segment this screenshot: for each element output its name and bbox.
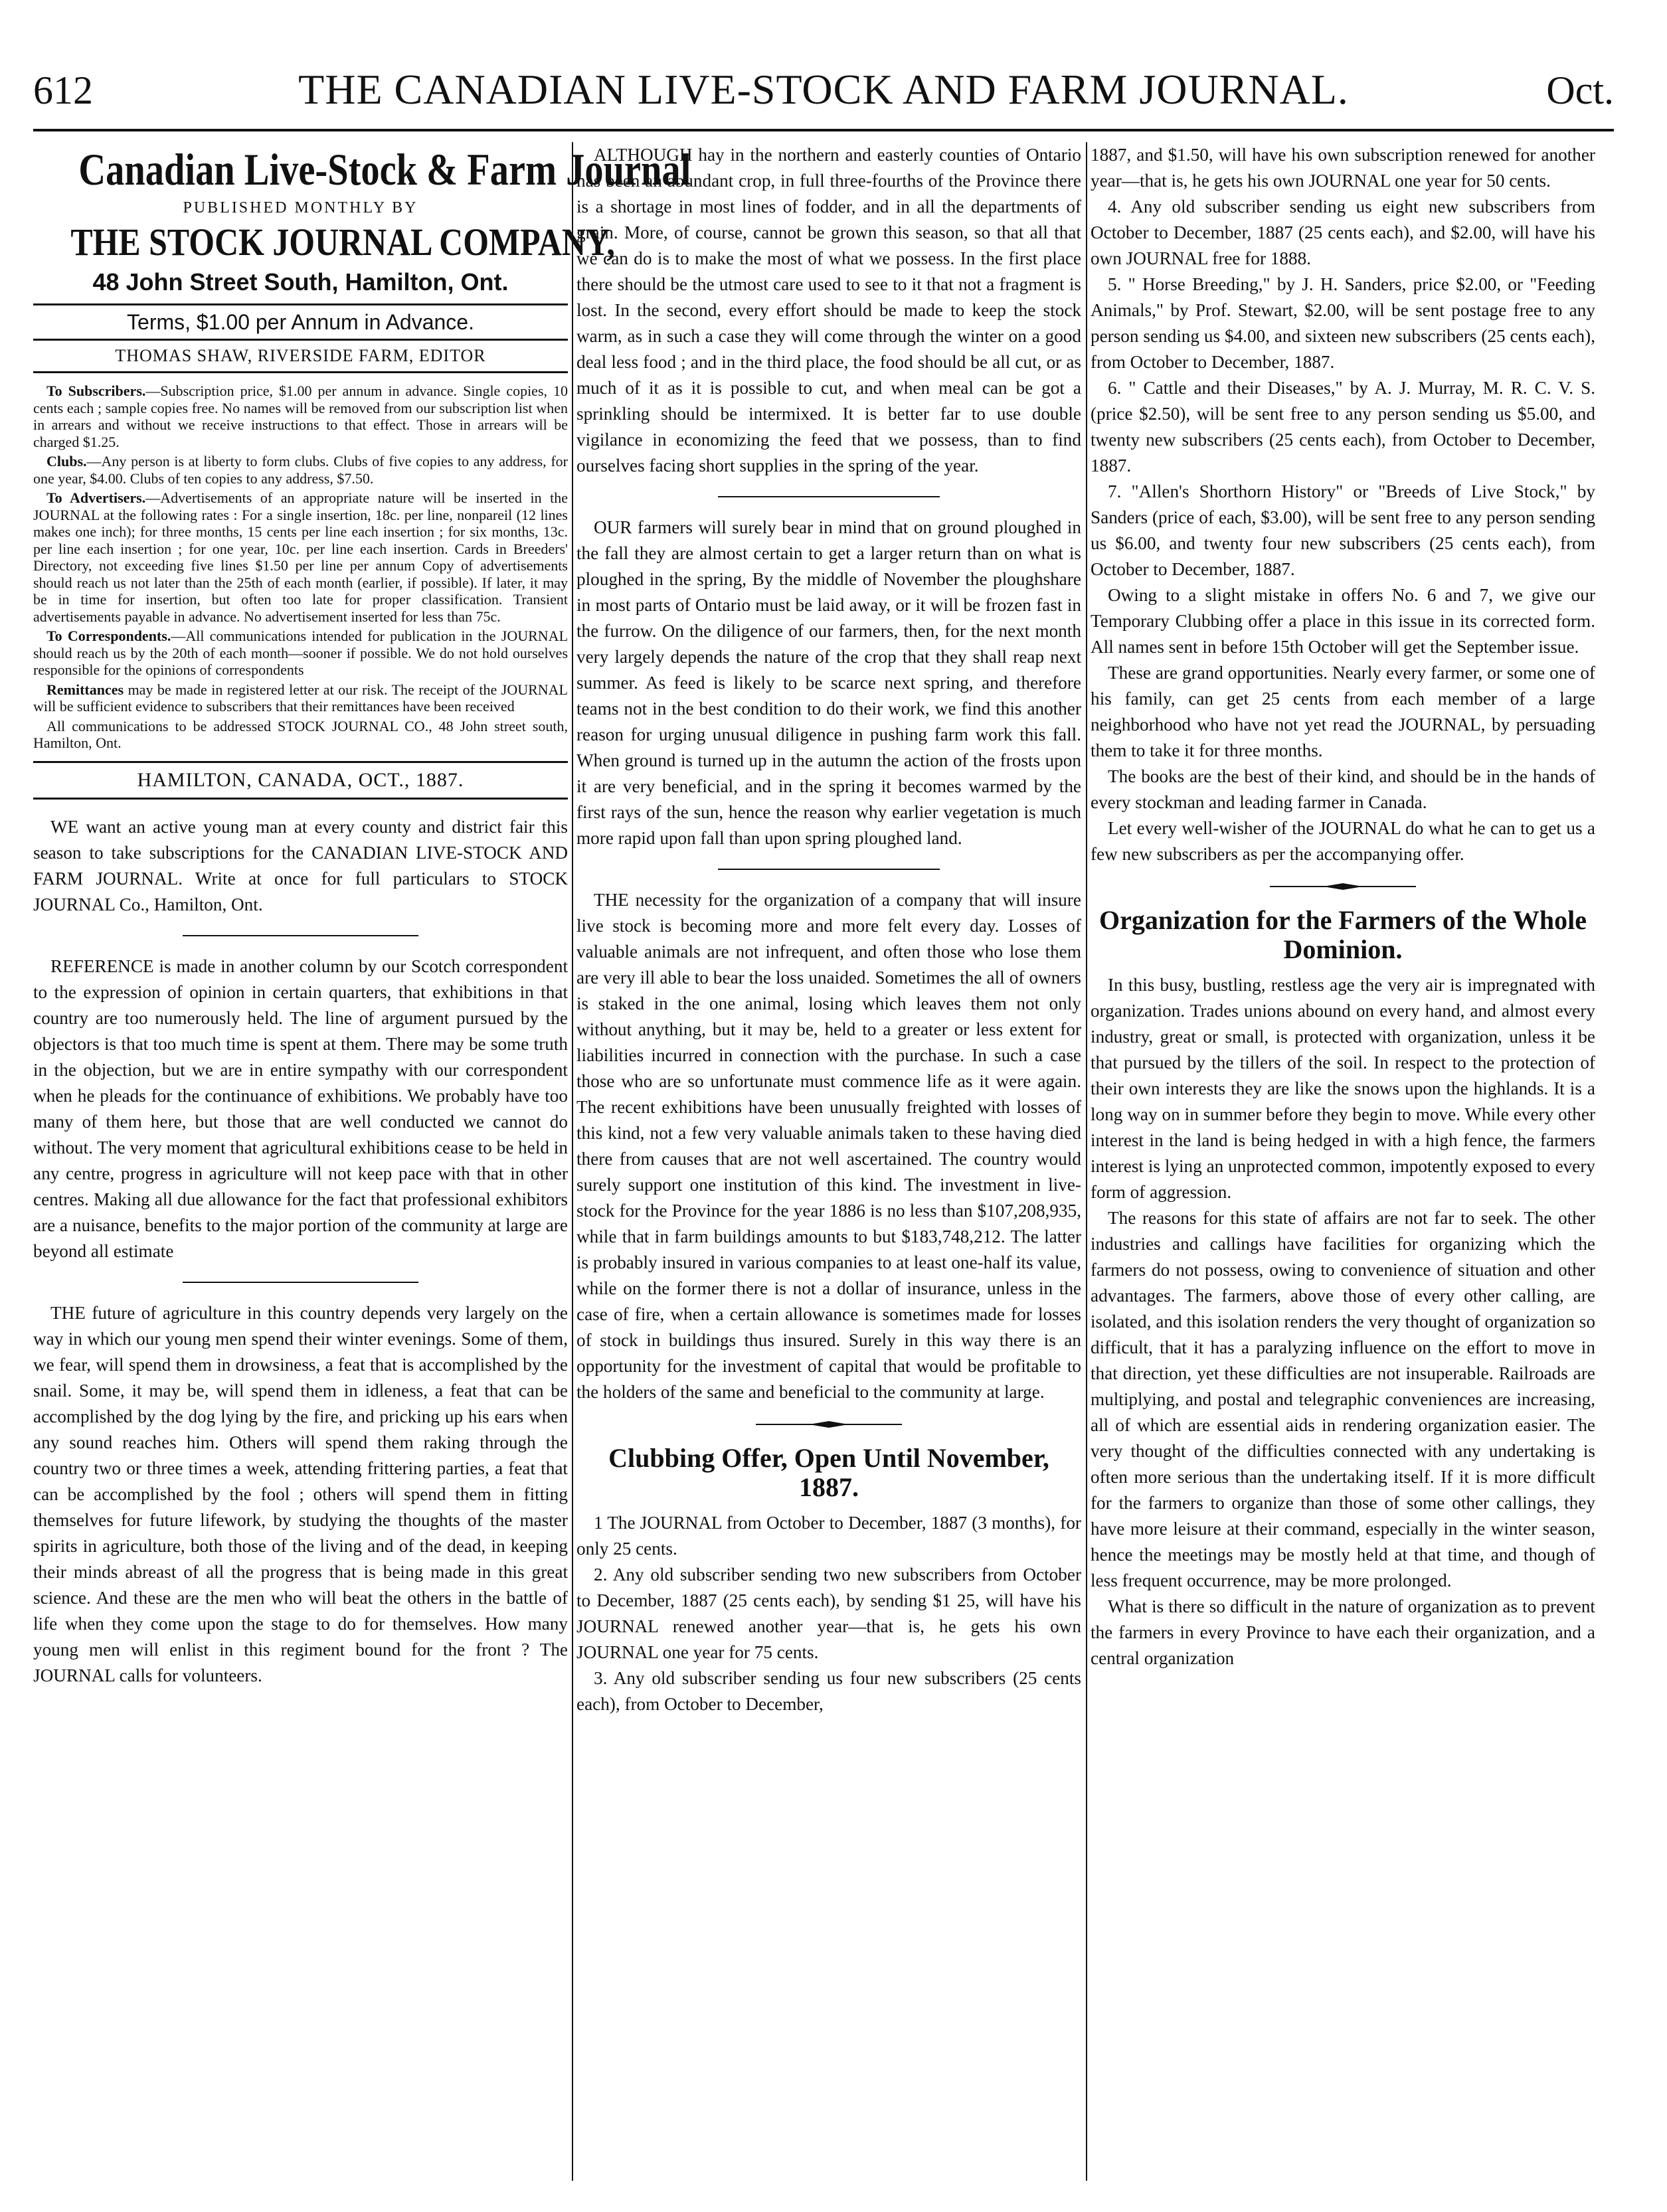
issue-month: Oct. (1546, 68, 1614, 112)
insurance-article: THE necessity for the organization of a company that will insure live stock is becoming more and more felt every day. Losses of valuable animals are not infrequent, and often those who lose them are very ill able to bear the loss unaided. Sometimes the all of owners is staked in the one animal, losing which leaves them not only without anything, but it may be, held to a greater or less extent for liabilities incurred in connection with the purchase. In such a case those who are so unfortunate must commence life as it were again. The recent exhibitions have been unusually freighted with losses of this kind, not a few very valuable animals taken to these having died there from causes that are not well ascertained. The country would surely support one institution of this kind. The investment in live-stock for the Province for the year 1886 is no less than $107,208,935, while that in farm buildings amounts to but $183,748,212. The latter is probably insured in various companies to at least one-half its value, while on the former there is not a dollar of insurance, unless in the case of fire, when a certain allowance is sometimes made for losses of stock in buildings thus insured. Surely in this way there is an opportunity for the investment of capital that would be profitable to the holders of the same and beneficial to the community at large. (576, 890, 1081, 1402)
separator (718, 869, 940, 870)
dateline: HAMILTON, CANADA, OCT., 1887. (137, 768, 464, 791)
opportunities-note: These are grand opportunities. Nearly every farmer, or some one of his family, can get 25 cents from each member of a large neighborhood who have not yet read the JOURNAL, by persuading them to take it for three months. (1091, 663, 1595, 760)
notice-remittances: Remittances may be made in registered letter at our risk. The receipt of the JOURNAL will be sufficient evidence to subscribers that their remittances have been received (33, 681, 568, 715)
clubbing-offer-5: 5. " Horse Breeding," by J. H. Sanders, price $2.00, or "Feeding Animals," by Prof. Stewart, $2.00, will be sent postage free to any person sending us $4.00, and sixteen new subscribers (25 cents each), from October to December, 1887. (1091, 274, 1595, 372)
wanted-notice: WE want an active young man at every county and district fair this season to take subscriptions for the CANADIAN LIVE-STOCK AND FARM JOURNAL. Write at once for full particulars to STOCK JOURNAL Co., Hamilton, Ont. (33, 816, 568, 914)
notice-clubs: Clubs.—Any person is at liberty to form clubs. Clubs of five copies to any address, for one year, $4.00. Clubs of ten copies to any address, $7.50. (33, 453, 568, 487)
notice-subscribers: To Subscribers.—Subscription price, $1.00 per annum in advance. Single copies, 10 cents each ; sample copies free. No names will be removed from our subscription list when in arrears and without we receive instructions to that effect. Those in arrears will be charged $1.25. (33, 383, 568, 450)
notice-address: All communications to be addressed STOCK JOURNAL CO., 48 John street south, Hamilton, Ont. (33, 717, 568, 751)
header-rule (33, 129, 1614, 131)
books-note: The books are the best of their kind, and should be in the hands of every stockman and leading farmer in Canada. (1091, 766, 1595, 812)
clubbing-offer-7: 7. "Allen's Shorthorn History" or "Breeds of Live Stock," by Sanders (price of each, $3.00), will be sent free to any person sending us $6.00, and twenty four new subscribers (25 cents each), from October to December, 1887. (1091, 481, 1595, 579)
notices (33, 383, 568, 752)
separator (183, 935, 418, 936)
clubbing-offer-6: 6. " Cattle and their Diseases," by A. J. Murray, M. R. C. V. S. (price $2.50), will be sent free to any person sending us $5.00, and twenty new subscribers (25 cents each), from October to December, 1887. (1091, 378, 1595, 475)
clubbing-offer-1: 1 The JOURNAL from October to December, 1887 (3 months), for only 25 cents. (576, 1513, 1081, 1559)
clubbing-heading: Clubbing Offer, Open Until November, 1887. (608, 1443, 1049, 1502)
future-article: THE future of agriculture in this country depends very largely on the way in which our young men spend their winter evenings. Some of them, we fear, will spend them in drowsiness, a feat that is accomplished by the snail. Some, it may be, will spend them in idleness, a feat that can be accomplished by the dog lying by the fire, and pricking up his ears when any sound reaches him. Others will spend them raking through the country two or three times a week, attending frittering parties, a feat that can be accomplished by the fool ; others will spend them in fitting themselves for future lifework, by studying the thoughts of the master spirits in agriculture, both those of the living and of the dead, in keeping their minds abreast of all the progress that is being made in this great science. And these are the men who will beat the others in the battle of life when they come upon the stage to do for themselves. How many young men will enlist in this regiment bound for the front ? The JOURNAL calls for volunteers. (33, 1302, 568, 1685)
masthead-published-by: PUBLISHED MONTHLY BY (183, 199, 418, 216)
clubbing-offer-2: 2. Any old subscriber sending two new subscribers from October to December, 1887 (25 cents each), by sending $1 25, will have his JOURNAL renewed another year—that is, he gets his own JOURNAL one year for 75 cents. (576, 1565, 1081, 1662)
column-3 (1091, 142, 1595, 2181)
organization-paragraph-1: In this busy, bustling, restless age the very air is impregnated with organization. Trades unions abound on every hand, and almost every industry, great or small, is protected with organization, unless it be that pursued by the tillers of the soil. In respect to the protection of their own interests they are like the snows upon the highlands. It is a long way on in summer before they begin to move. While every other interest in the land is being hedged in with a high fence, the farmers interest is lying an unprotected common, impotently exposed to every form of aggression. (1091, 975, 1595, 1202)
page-header (33, 61, 1614, 128)
dateline-rule-bottom (33, 798, 568, 800)
masthead-terms: Terms, $1.00 per Annum in Advance. (127, 310, 474, 334)
ploughing-article: OUR farmers will surely bear in mind that on ground ploughed in the fall they are almost certain to get a larger return than on what is ploughed in the spring, By the middle of November the ploughshare in most parts of Ontario must be laid away, or it will be frozen fast in the furrow. On the diligence of our farmers, then, for the next month very largely depends the nature of the crop that they shall reap next summer. As feed is likely to be scarce next spring, and therefore teams not in the best condition to do their work, we find this another reason for urging unusual diligence in pushing farm work this fall. When ground is turned up in the autumn the action of the frosts upon it are very beneficial, and in the spring it becomes warmed by the first rays of the sun, hence the reason why earlier vegetation is much more rapid upon fall than upon spring ploughed land. (576, 517, 1081, 848)
notice-advertisers: To Advertisers.—Advertisements of an appropriate nature will be inserted in the JOURNAL at the following rates : For a single insertion, 18c. per line, nonpareil (12 lines makes one inch); for three months, 15 cents per line each insertion ; for six months, 13c. per line each insertion ; for one year, 10c. per line each insertion. Cards in Breeders' Directory, not exceeding five lines $1.50 per line per annum Copy of advertisements should reach us not later than the 25th of each month (earlier, if possible). If later, it may be in time for insertion, but often too late for proper classification. Transient advertisements payable in advance. No advertisement inserted for less than 75c. (33, 489, 569, 625)
reference-article: REFERENCE is made in another column by our Scotch correspondent to the expression of opinion in certain quarters, that exhibitions in that country are too numerously held. The line of argument pursued by the objectors is that too much time is spent at them. There may be some truth in the objection, but we are in entire sympathy with our correspondent when he pleads for the continuance of exhibitions. We probably have too many of them here, but those that are well conducted we cannot do without. The very moment that agricultural exhibitions cease to be held in any centre, progress in agriculture will not keep pace with that in other centres. Making all due allowance for the fact that professional exhibitors are a nuisance, benefits to the major portion of the community at large are beyond all estimate (33, 956, 568, 1261)
separator (718, 496, 940, 497)
masthead-editor: THOMAS SHAW, RIVERSIDE FARM, EDITOR (115, 346, 486, 365)
organization-heading: Organization for the Farmers of the Whole Dominion. (1099, 905, 1587, 964)
ornament-rule-icon (756, 1420, 902, 1429)
column-2 (576, 142, 1081, 2181)
separator (183, 1282, 418, 1283)
editor-rule (33, 371, 568, 373)
organization-paragraph-2: The reasons for this state of affairs are not far to seek. The other industries and callings have facilities for organizing which the farmers do not possess, owing to convenience of situation and other advantages. The farmers, above those of every other calling, are isolated, and this isolation renders the very thought of organization so difficult, that it has a paralyzing influence on the effort to move in that direction, yet these difficulties are not insuperable. Railroads are multiplying, and postal and telegraphic conveniences are increasing, all of which are essential aids in rendering organization easier. The very thought of the difficulties connected with any undertaking is often more serious than the undertaking itself. If it is more difficult for the farmers to organize than those of some other callings, they have more leisure at their command, especially in the winter season, hence the meetings may be mostly held at that time, and though of less frequent occurrence, may be more prolonged. (1091, 1208, 1595, 1590)
column-rule-2 (1086, 142, 1087, 2181)
wellwisher-note: Let every well-wisher of the JOURNAL do what he can to get us a few new subscribers as per the accompanying offer. (1091, 818, 1595, 864)
mistake-note: Owing to a slight mistake in offers No. 6 and 7, we give our Temporary Clubbing offer a place in this issue in its corrected form. All names sent in before 15th October will get the September issue. (1091, 585, 1595, 657)
journal-title: THE CANADIAN LIVE-STOCK AND FARM JOURNAL. (298, 66, 1349, 113)
column-1 (33, 142, 691, 2181)
clubbing-offer-3: 3. Any old subscriber sending us four new subscribers (25 cents each), from October to December, (576, 1668, 1081, 1714)
masthead-title: Canadian Live-Stock & Farm Journal (78, 144, 691, 195)
organization-paragraph-3: What is there so difficult in the nature of organization as to prevent the farmers in every Province to have each their organization, and a central organization (1091, 1596, 1595, 1668)
hay-article: ALTHOUGH hay in the northern and easterly counties of Ontario has been an abundant crop, in full three-fourths of the Province there is a shortage in most lines of fodder, and in all the departments of grain. More, of course, cannot be grown this season, so that all that we can do is to make the most of what we possess. In the first place there should be the utmost care used to see to it that not a fragment is lost. In the second, every effort should be made to keep the stock warm, as in such a case they will come through the winter on a good deal less food ; and in the third place, the food should be all cut, or as much of it as it is possible to cut, and when meal can be got a sprinkling should be intermixed. It is better far to use double vigilance in economizing the feed that we possess, than to find ourselves facing short supplies in the spring of the year. (576, 145, 1081, 475)
clubbing-offer-4: 4. Any old subscriber sending us eight new subscribers from October to December, 1887 (25 cents each), and $2.00, will have his own JOURNAL free for 1888. (1091, 197, 1595, 268)
notice-correspondents: To Correspondents.—All communications intended for publication in the JOURNAL should reach us by the 20th of each month—sooner if possible. We do not hold ourselves responsible for the opinions of correspondents (33, 628, 569, 678)
masthead-address: 48 John Street South, Hamilton, Ont. (92, 268, 509, 296)
clubbing-offer-3-continued: 1887, and $1.50, will have his own subscription renewed for another year—that is, he gets his own JOURNAL one year for 50 cents. (1091, 145, 1595, 191)
ornament-rule-icon (1270, 882, 1416, 891)
masthead-company: THE STOCK JOURNAL COMPANY, (70, 220, 615, 264)
page-number: 612 (33, 68, 93, 112)
column-rule-1 (572, 142, 573, 2181)
